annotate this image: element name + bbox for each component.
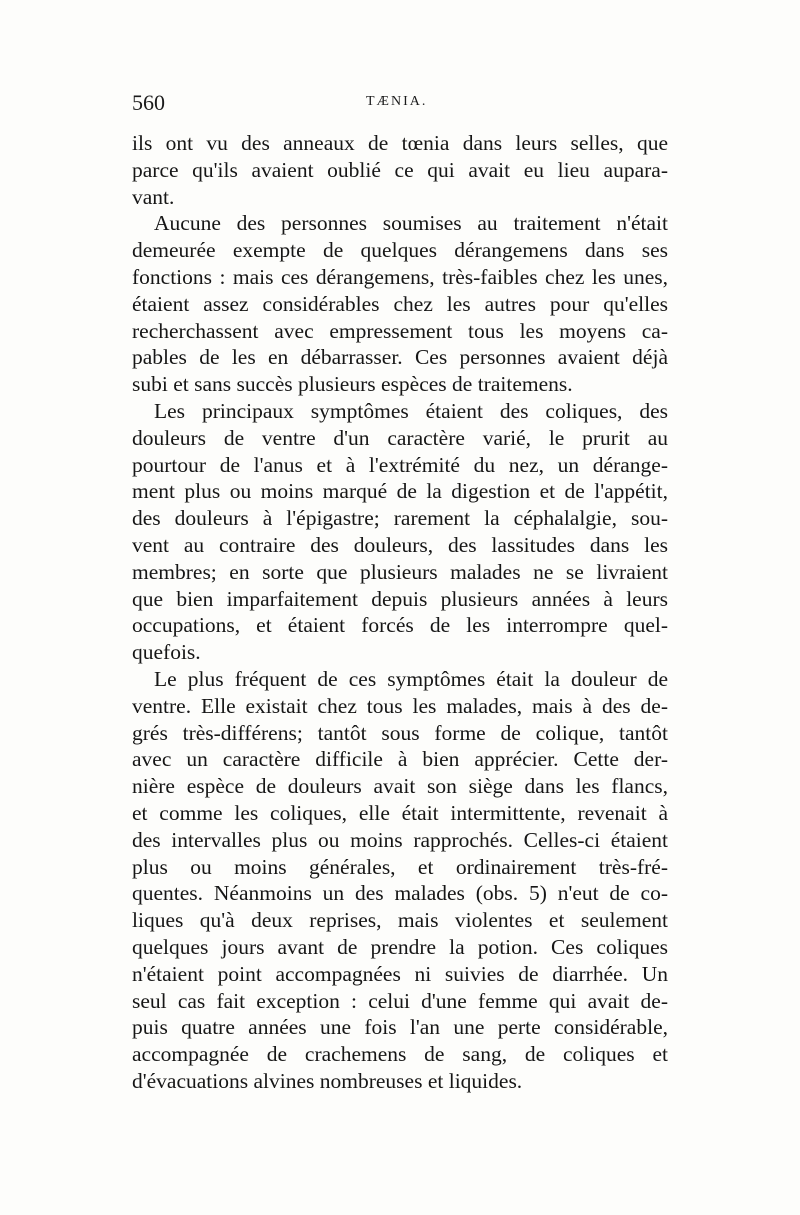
text-line: vant. (132, 184, 175, 209)
text-line: n'étaient point accompagnées ni suivies de diarrhée. Un (132, 961, 668, 986)
text-line: quelques jours avant de prendre la potion. Ces coliques (132, 934, 668, 959)
text-line: accompagnée de crachemens de sang, de coliques et (132, 1042, 668, 1067)
page-header (132, 90, 672, 120)
text-line: puis quatre années une fois l'an une perte considérable, (132, 1015, 668, 1040)
text-line: plus ou moins générales, et ordinairement très-fré- (132, 854, 668, 879)
running-title: TÆNIA. (366, 94, 428, 109)
text-line: avec un caractère difficile à bien apprécier. Cette der- (132, 747, 668, 772)
body-text (132, 130, 668, 1095)
text-line: ment plus ou moins marqué de la digestion et de l'appétit, (132, 479, 668, 504)
text-line: fonctions : mais ces dérangemens, très-faibles chez les unes, (132, 264, 668, 289)
text-line: ils ont vu des anneaux de tœnia dans leurs selles, que (132, 131, 668, 155)
text-line: ventre. Elle existait chez tous les malades, mais à des de- (132, 693, 668, 718)
text-line: et comme les coliques, elle était intermittente, revenait à (132, 800, 668, 825)
text-line: seul cas fait exception : celui d'une femme qui avait de- (132, 988, 668, 1013)
text-line: des douleurs à l'épigastre; rarement la céphalalgie, sou- (132, 506, 668, 531)
text-line: Les principaux symptômes étaient des coliques, des (154, 398, 668, 423)
text-line: grés très-différens; tantôt sous forme de colique, tantôt (132, 720, 668, 745)
text-line: des intervalles plus ou moins rapprochés. Celles-ci étaient (132, 827, 668, 852)
text-line: quentes. Néanmoins un des malades (obs. 5) n'eut de co- (132, 881, 668, 906)
text-line: occupations, et étaient forcés de les interrompre quel- (132, 613, 668, 638)
text-line: vent au contraire des douleurs, des lassitudes dans les (132, 532, 668, 557)
text-line: Le plus fréquent de ces symptômes était la douleur de (154, 666, 668, 691)
text-line: recherchassent avec empressement tous les moyens ca- (132, 318, 668, 343)
text-line: que bien imparfaitement depuis plusieurs années à leurs (132, 586, 668, 611)
text-line: quefois. (132, 640, 201, 665)
text-line: membres; en sorte que plusieurs malades ne se livraient (132, 559, 668, 584)
text-line: pourtour de l'anus et à l'extrémité du nez, un dérange- (132, 452, 668, 477)
text-line: douleurs de ventre d'un caractère varié, le prurit au (132, 425, 668, 450)
text-line: liques qu'à deux reprises, mais violentes et seulement (132, 908, 668, 933)
text-line: étaient assez considérables chez les autres pour qu'elles (132, 291, 668, 316)
page-number: 560 (132, 90, 165, 115)
text-line: subi et sans succès plusieurs espèces de traitemens. (132, 372, 573, 397)
text-line: parce qu'ils avaient oublié ce qui avait eu lieu aupara- (132, 157, 668, 182)
text-line: d'évacuations alvines nombreuses et liquides. (132, 1068, 523, 1093)
text-line: pables de les en débarrasser. Ces personnes avaient déjà (132, 345, 668, 370)
text-line: nière espèce de douleurs avait son siège dans les flancs, (132, 774, 668, 799)
text-line: Aucune des personnes soumises au traitement n'était (154, 211, 668, 236)
text-line: demeurée exempte de quelques dérangemens dans ses (132, 238, 668, 263)
